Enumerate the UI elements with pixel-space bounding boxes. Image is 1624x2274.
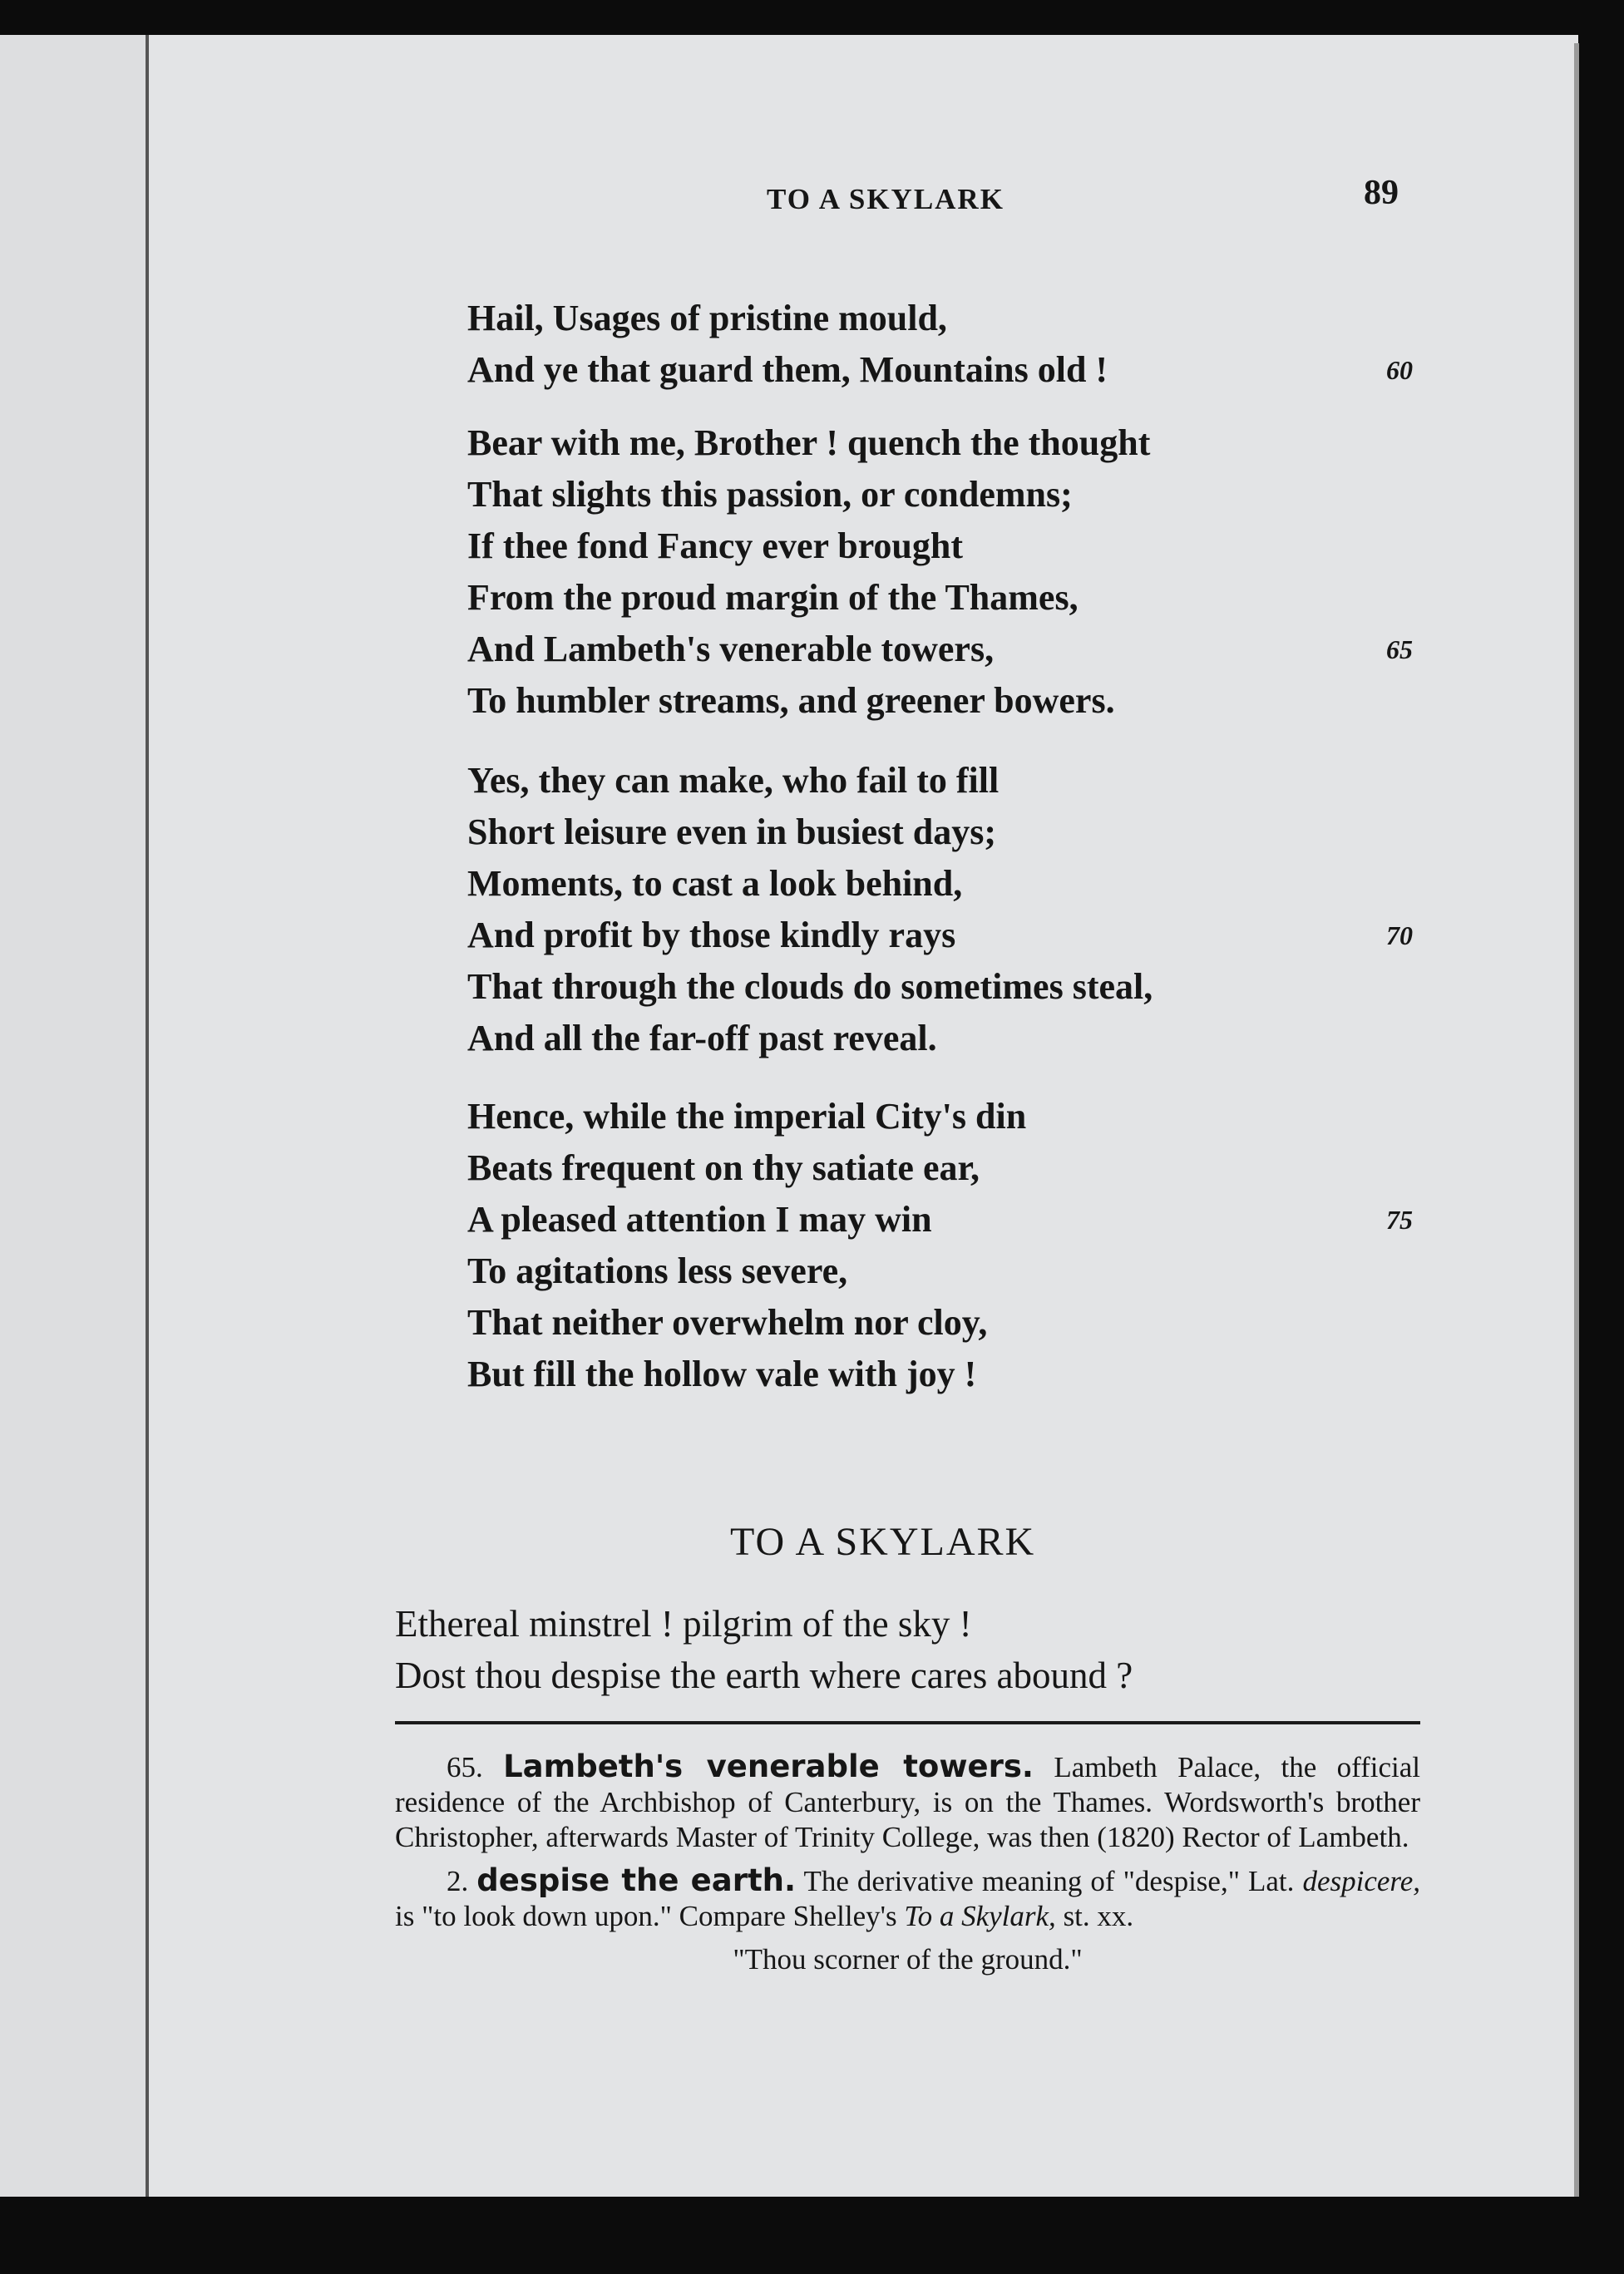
verse-line: Hence, while the imperial City's din (467, 1096, 1027, 1137)
page-number: 89 (1364, 174, 1399, 212)
footnote-lemma: Lambeth's venerable towers. (503, 1749, 1034, 1784)
verse-line: And profit by those kindly rays 70 (467, 910, 1465, 961)
verse-line: But fill the hollow vale with joy ! (467, 1354, 977, 1394)
verse-line: To agitations less severe, (467, 1250, 848, 1291)
spine-line (146, 35, 149, 2197)
verse-line: From the proud margin of the Thames, (467, 577, 1079, 618)
stanza-4 (467, 1091, 1465, 1400)
verse-line: Moments, to cast a look behind, (467, 863, 963, 904)
footnote-text: is "to look down upon." Compare Shelley's (395, 1900, 897, 1932)
verse-line: Beats frequent on thy satiate ear, (467, 1147, 980, 1188)
page-edge (1574, 43, 1579, 2197)
verse-line: And all the far-off past reveal. (467, 1018, 937, 1058)
verse-line: Bear with me, Brother ! quench the thought (467, 422, 1151, 463)
line-number: 70 (1386, 920, 1413, 950)
gutter-shade (0, 35, 146, 2197)
verse-line: And Lambeth's venerable towers, 65 (467, 624, 1465, 675)
verse-line: Yes, they can make, who fail to fill (467, 760, 1000, 801)
footnote-italic: despicere, (1302, 1865, 1421, 1897)
verse-line: That slights this passion, or condemns; (467, 474, 1073, 515)
footnote-ref: 2. (447, 1865, 469, 1897)
verse-line: That through the clouds do sometimes steal, (467, 966, 1153, 1007)
verse-line: If thee fond Fancy ever brought (467, 525, 964, 566)
running-title: TO A SKYLARK (767, 183, 1005, 215)
footnote-quote: "Thou scorner of the ground." (733, 1943, 1083, 1976)
line-number: 65 (1386, 634, 1413, 664)
line-number: 60 (1386, 355, 1413, 385)
line-number: 75 (1386, 1205, 1413, 1235)
footnotes (395, 1749, 1420, 1977)
verse-line: That neither overwhelm nor cloy, (467, 1302, 988, 1343)
verse-line: A pleased attention I may win 75 (467, 1194, 1465, 1246)
footnote-text: The derivative meaning of "despise," Lat. (803, 1865, 1295, 1897)
footnote (395, 1863, 1420, 1934)
verse-line: To humbler streams, and greener bowers. (467, 680, 1115, 721)
verse-line: Hail, Usages of pristine mould, (467, 298, 947, 338)
footnote-lemma: despise the earth. (476, 1862, 797, 1898)
stanza-2 (467, 417, 1465, 727)
verse-line: Dost thou despise the earth where cares abound ? (395, 1655, 1133, 1696)
stanza-3 (467, 755, 1465, 1064)
footnote-text: st. xx. (1063, 1900, 1134, 1932)
footnote-italic: To a Skylark, (904, 1900, 1056, 1932)
verse-line: Short leisure even in busiest days; (467, 811, 997, 852)
opening-lines (395, 1598, 1434, 1701)
footnote-text: Lambeth Palace, the official residence of the Archbishop of Canterbury, is on the Thames. Wordsworth's brother Christopher, afterwards Master of Trinity College, was then (1820) Rector of Lambeth. (395, 1751, 1421, 1853)
poem-title: TO A SKYLARK (730, 1520, 1036, 1564)
footnote-rule (395, 1721, 1420, 1724)
book-page (0, 35, 1578, 2197)
verse-line: And ye that guard them, Mountains old ! 60 (467, 344, 1465, 396)
stanza-1 (467, 293, 1465, 396)
verse-line: Ethereal minstrel ! pilgrim of the sky ! (395, 1603, 972, 1645)
footnote-ref: 65. (447, 1751, 483, 1783)
footnote (395, 1749, 1420, 1855)
